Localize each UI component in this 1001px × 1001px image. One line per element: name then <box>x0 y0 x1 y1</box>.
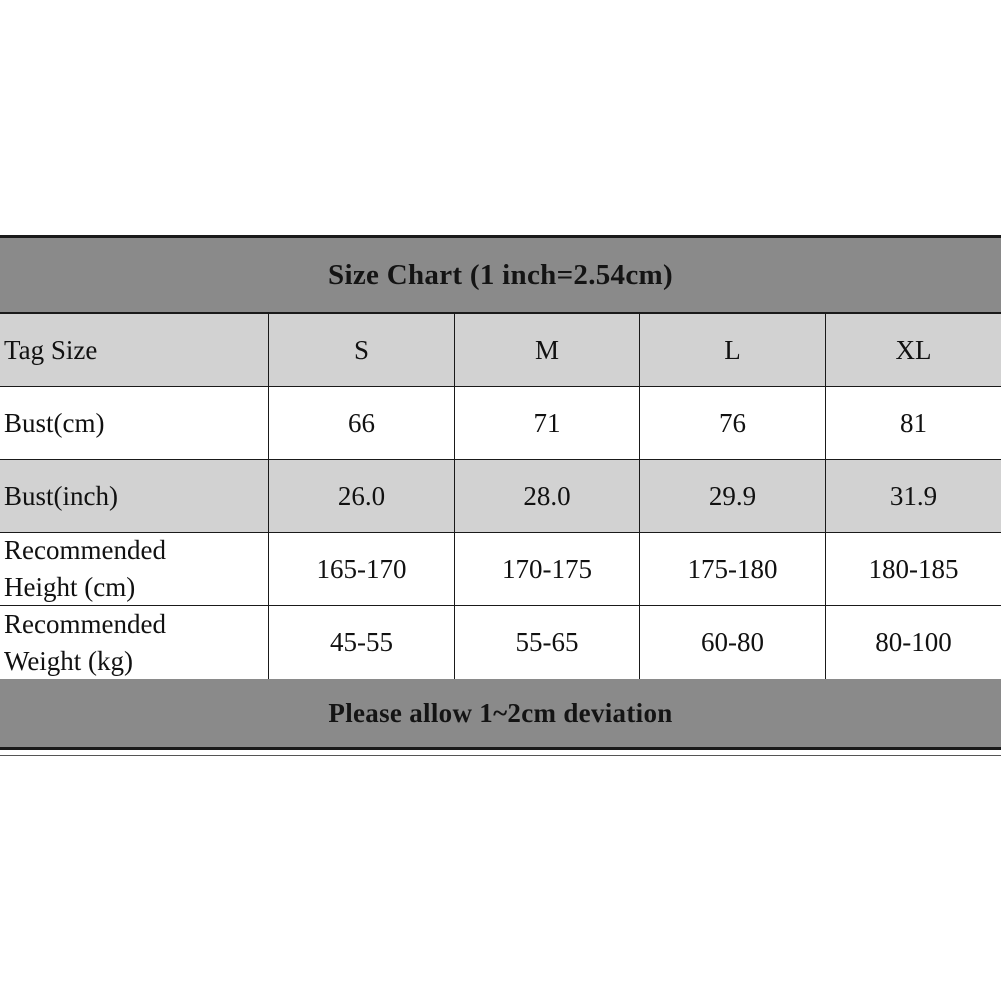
size-table <box>0 312 1001 679</box>
size-chart <box>0 235 1001 750</box>
header-size-xl: XL <box>825 314 1001 386</box>
header-size-l: L <box>639 314 825 386</box>
table-cell: 60-80 <box>639 606 825 679</box>
divider <box>0 755 1001 756</box>
table-cell: 180-185 <box>825 533 1001 605</box>
table-cell: 80-100 <box>825 606 1001 679</box>
header-label: Tag Size <box>4 334 98 365</box>
table-cell: 71 <box>454 387 639 459</box>
table-row <box>0 387 1001 460</box>
row-label-weight: Recommended Weight (kg) <box>4 608 166 676</box>
row-label-bust-inch: Bust(inch) <box>4 480 118 511</box>
table-cell: 76 <box>639 387 825 459</box>
header-size-s: S <box>268 314 454 386</box>
row-label-bust-cm: Bust(cm) <box>4 407 105 438</box>
table-cell: 81 <box>825 387 1001 459</box>
row-label-height: Recommended Height (cm) <box>4 535 166 602</box>
table-row <box>0 606 1001 679</box>
table-row <box>0 533 1001 606</box>
table-cell: 66 <box>268 387 454 459</box>
table-cell: 29.9 <box>639 460 825 532</box>
chart-footer: Please allow 1~2cm deviation <box>0 679 1001 747</box>
table-cell: 55-65 <box>454 606 639 679</box>
table-cell: 170-175 <box>454 533 639 605</box>
table-cell: 45-55 <box>268 606 454 679</box>
table-cell: 165-170 <box>268 533 454 605</box>
table-row <box>0 460 1001 533</box>
table-cell: 31.9 <box>825 460 1001 532</box>
table-cell: 28.0 <box>454 460 639 532</box>
table-cell: 175-180 <box>639 533 825 605</box>
chart-title: Size Chart (1 inch=2.54cm) <box>0 238 1001 312</box>
table-cell: 26.0 <box>268 460 454 532</box>
table-header-row <box>0 314 1001 387</box>
header-size-m: M <box>454 314 639 386</box>
